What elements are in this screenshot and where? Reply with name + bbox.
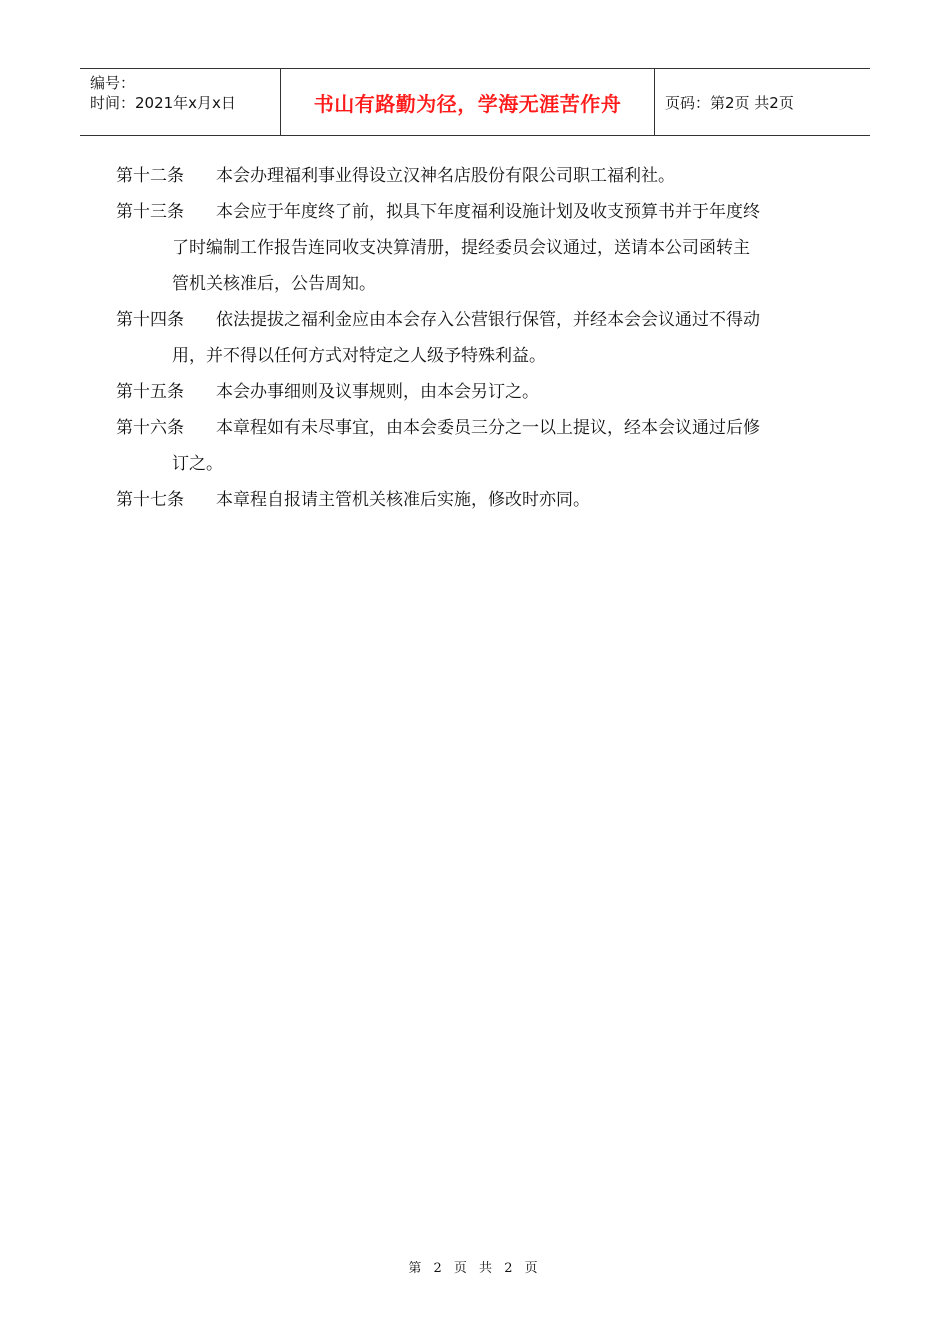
article-item [116, 158, 842, 194]
article-line: 本会应于年度终了前，拟具下年度福利设施计划及收支预算书并于年度终 [216, 202, 760, 222]
article-item [116, 302, 842, 374]
page-header [80, 68, 870, 136]
article-line: 本章程如有未尽事宜，由本会委员三分之一以上提议，经本会议通过后修 [216, 418, 760, 438]
article-text [172, 194, 842, 302]
article-number: 第十六条 [116, 418, 184, 438]
article-text [216, 374, 842, 410]
article-number: 第十七条 [116, 490, 184, 510]
article-line: 用，并不得以任何方式对特定之人级予特殊利益。 [172, 346, 546, 366]
article-number: 第十四条 [116, 310, 184, 330]
article-text [172, 410, 842, 482]
article-number: 第十二条 [116, 166, 184, 186]
article-line: 了时编制工作报告连同收支决算清册，提经委员会议通过，送请本公司函转主 [172, 238, 750, 258]
header-meta [80, 69, 281, 135]
article-text [172, 302, 842, 374]
article-item [116, 194, 842, 302]
article-line: 订之。 [172, 454, 223, 474]
document-number-label: 编号： [90, 74, 136, 92]
header-motto: 书山有路勤为径，学海无涯苦作舟 [281, 69, 655, 135]
article-line: 本会办事细则及议事规则，由本会另订之。 [216, 382, 539, 402]
article-text [216, 482, 842, 518]
article-line: 管机关核准后，公告周知。 [172, 274, 376, 294]
article-line: 本章程自报请主管机关核准后实施，修改时亦同。 [216, 490, 590, 510]
article-item [116, 374, 842, 410]
page-footer: 第 2 页 共 2 页 [408, 1261, 542, 1276]
article-line: 本会办理福利事业得设立汉神名店股份有限公司职工福利社。 [216, 166, 675, 186]
article-item [116, 482, 842, 518]
article-list [116, 158, 842, 518]
article-number: 第十五条 [116, 382, 184, 402]
article-number: 第十三条 [116, 202, 184, 222]
header-page-info: 页码：第2页 共2页 [665, 93, 794, 112]
article-text [216, 158, 842, 194]
article-line: 依法提拔之福利金应由本会存入公营银行保管，并经本会会议通过不得动 [216, 310, 760, 330]
article-item [116, 410, 842, 482]
document-time: 时间：2021年x月x日 [90, 94, 236, 112]
